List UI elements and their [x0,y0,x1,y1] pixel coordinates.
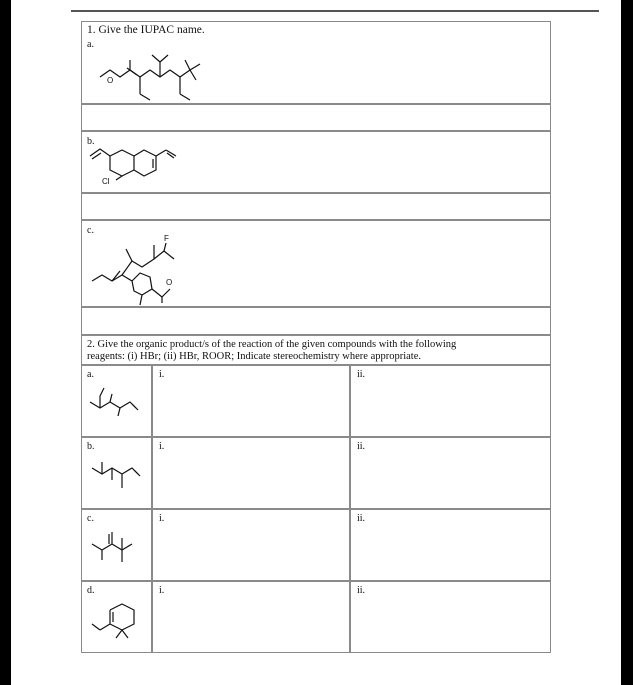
q1b-label: b. [87,136,95,147]
q1c-structure [82,221,552,308]
q2-title-line2: reagents: (i) HBr; (ii) HBr, ROOR; Indicate stereochemistry where appropriate. [87,351,422,362]
q2c-answer-i[interactable] [152,509,350,581]
q2a-answer-ii[interactable] [350,365,551,437]
q2-header-cell [81,335,551,365]
q2b-answer-i[interactable] [152,437,350,509]
q1c-label: c. [87,225,94,236]
q2c-col-i-label: i. [159,513,165,524]
top-rule [71,10,599,12]
q2d-answer-i[interactable] [152,581,350,653]
q2d-label: d. [87,585,95,596]
q1c-oxygen-atom: O [166,278,173,287]
q2b-label: b. [87,441,95,452]
q2d-answer-ii[interactable] [350,581,551,653]
q2c-col-ii-label: ii. [357,513,366,524]
q2b-col-i-label: i. [159,441,165,452]
q2b-col-ii-label: ii. [357,441,366,452]
q2c-compound-cell [81,509,152,581]
q1b-cell [81,131,551,193]
q1c-cell [81,220,551,307]
q2d-col-i-label: i. [159,585,165,596]
q1c-answer-cell[interactable] [81,307,551,335]
q2b-compound-cell [81,437,152,509]
q2a-answer-i[interactable] [152,365,350,437]
q1a-cell [81,21,551,104]
q2d-col-ii-label: ii. [357,585,366,596]
q2b-answer-ii[interactable] [350,437,551,509]
q1b-answer-cell[interactable] [81,193,551,220]
q2d-structure [82,582,153,654]
q1b-chlorine-atom: Cl [102,177,110,186]
q2-title-line1: 2. Give the organic product/s of the reaction of the given compounds with the following [87,339,457,350]
q2a-label: a. [87,369,94,380]
q1a-label: a. [87,39,94,50]
q1c-fluorine-atom: F [164,234,169,243]
q2d-compound-cell [81,581,152,653]
q2a-compound-cell [81,365,152,437]
q1-title: 1. Give the IUPAC name. [87,24,205,36]
q2a-structure [82,366,153,438]
q2a-col-ii-label: ii. [357,369,366,380]
q2c-label: c. [87,513,94,524]
q1b-structure [82,132,552,194]
q1a-structure [82,22,552,105]
q2c-structure [82,510,153,582]
q2a-col-i-label: i. [159,369,165,380]
q1a-answer-cell[interactable] [81,104,551,131]
q1a-oxygen-atom: O [107,76,114,85]
q2c-answer-ii[interactable] [350,509,551,581]
q2b-structure [82,438,153,510]
worksheet-page [11,0,621,685]
